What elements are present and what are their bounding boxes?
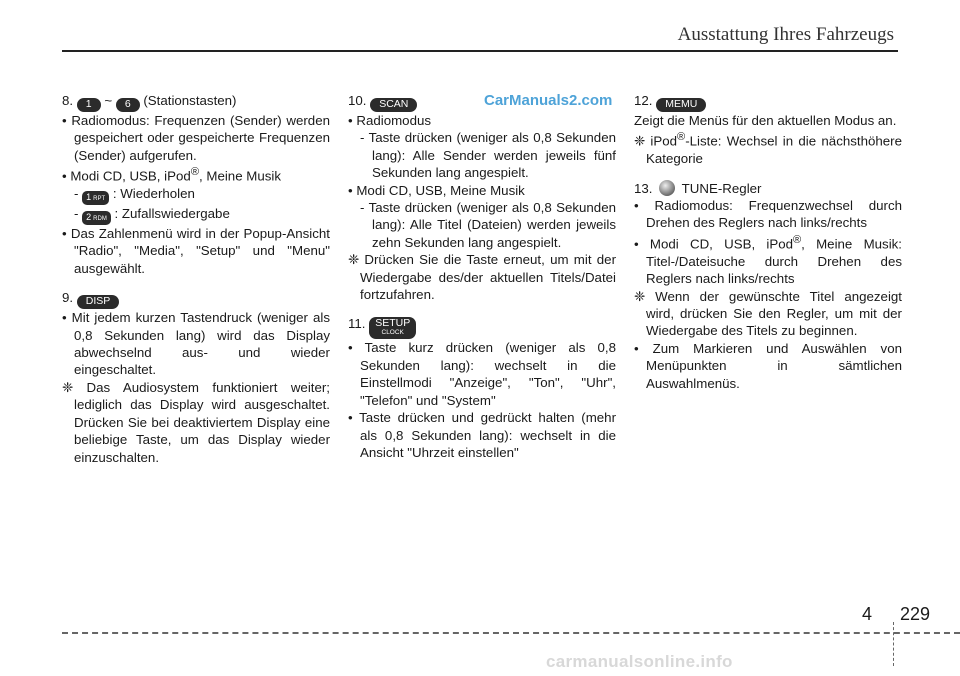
section-number: 9. [62,290,74,306]
bullet-text: • Modi CD, USB, iPod®, Meine Musik: Titel-/Dateisuche durch Drehen des Reglers nach links/rechts [634,233,902,287]
section-title: TUNE-Regler [681,180,762,196]
section-title: (Stationstasten) [143,93,237,108]
scan-badge: SCAN [370,98,417,112]
note-text: ❈ Wenn der gewünschte Titel angezeigt wird, drücken Sie den Regler, um mit der Wiedergabe des Titels zu beginnen. [634,288,902,339]
setup-clock-badge: SETUP CLOCK [369,317,416,339]
footer-rule [62,632,960,634]
bullet-text: • Taste kurz drücken (weniger als 0,8 Sekunden lang): wechselt in die Einstellmodi "Anzeige", "Ton", "Uhr", "Telefon" und "System" [348,340,616,408]
column-3 [634,92,902,392]
rpt-line: - 1 RPT : Wiederholen [62,185,330,205]
note-text: ❈ iPod®-Liste: Wechsel in die nächsthöhere Kategorie [634,131,902,167]
bullet-text: • Zum Markieren und Auswählen von Menüpunkten in sämtlichen Auswahlmenüs. [634,340,902,391]
tilde: ~ [104,93,113,108]
section-10-heading [348,92,616,112]
bullet-text: • Mit jedem kurzen Tastendruck (weniger als 0,8 Sekunden lang) wird das Display abwechselnd aus- und wieder eingeschaltet. [62,310,330,378]
rdm-badge: 2 RDM [82,211,111,225]
section-8-heading [62,92,330,112]
section-11-heading [348,315,616,339]
bullet-text: • Das Zahlenmenü wird in der Popup-Ansicht "Radio", "Media", "Setup" und "Menu" ausgewählt. [62,226,330,276]
note-text: ❈ Drücken Sie die Taste erneut, um mit der Wiedergabe des/der aktuellen Titels/Datei fortzufahren. [348,252,616,303]
note-text: ❈ Das Audiosystem funktioniert weiter; lediglich das Display wird ausgeschaltet. Drücken Sie bei deaktiviertem Display eine beliebige Taste, um das Display wieder einzuschalten. [62,379,330,465]
chapter-number: 4 [862,604,873,624]
section-number: 10. [348,93,367,108]
registered-mark: ® [190,166,199,179]
watermark: CarManuals2.com [484,92,613,109]
bullet-text: • Radiomodus: Frequenzwechsel durch Drehen des Reglers nach links/rechts [634,198,902,231]
tune-knob-icon [659,180,675,196]
menu-badge: MEMU [656,98,706,112]
section-9-heading [62,289,330,309]
bottom-watermark: carmanualsonline.info [546,652,733,671]
section-13-heading [634,180,902,197]
section-number: 13. [634,180,653,196]
rpt-badge: 1 RPT [82,191,109,205]
button-6-badge: 6 [116,98,140,112]
page-number: 229 [900,604,931,624]
body-text: Zeigt die Menüs für den aktuellen Modus an. [634,113,897,128]
bullet-text: • Radiomodus [348,113,432,128]
header-title: Ausstattung Ihres Fahrzeugs [677,24,894,45]
header-rule [62,50,898,52]
bullet-text: • Modi CD, USB, Meine Musik [348,182,525,198]
column-1 [62,92,330,466]
bullet-text: • Radiomodus: Frequenzen (Sender) werden gespeichert oder gespeicherte Frequenzen (Sender) aufgerufen. [62,113,330,163]
footer-divider [893,622,894,666]
bullet-text: • Modi CD, USB, iPod®, Meine Musik [62,166,282,184]
section-12-heading [634,92,902,112]
registered-mark: ® [793,233,802,246]
dash-text: - Taste drücken (weniger als 0,8 Sekunden lang): Alle Sender werden jeweils fünf Sekunden lang angespielt. [360,130,616,181]
rdm-line: - 2 RDM : Zufallswiedergabe [62,205,330,225]
section-number: 8. [62,93,74,108]
disp-badge: DISP [77,295,120,309]
bullet-text: • Taste drücken und gedrückt halten (mehr als 0,8 Sekunden lang): wechselt in die Ansicht "Uhrzeit einstellen" [348,410,616,460]
column-2 [348,92,616,461]
dash-text: - Taste drücken (weniger als 0,8 Sekunden lang): Alle Titel (Dateien) werden jeweils zehn Sekunden lang angespielt. [360,200,616,250]
registered-mark: ® [677,131,686,144]
section-number: 12. [634,93,653,108]
section-number: 11. [348,316,366,332]
button-1-badge: 1 [77,98,101,112]
